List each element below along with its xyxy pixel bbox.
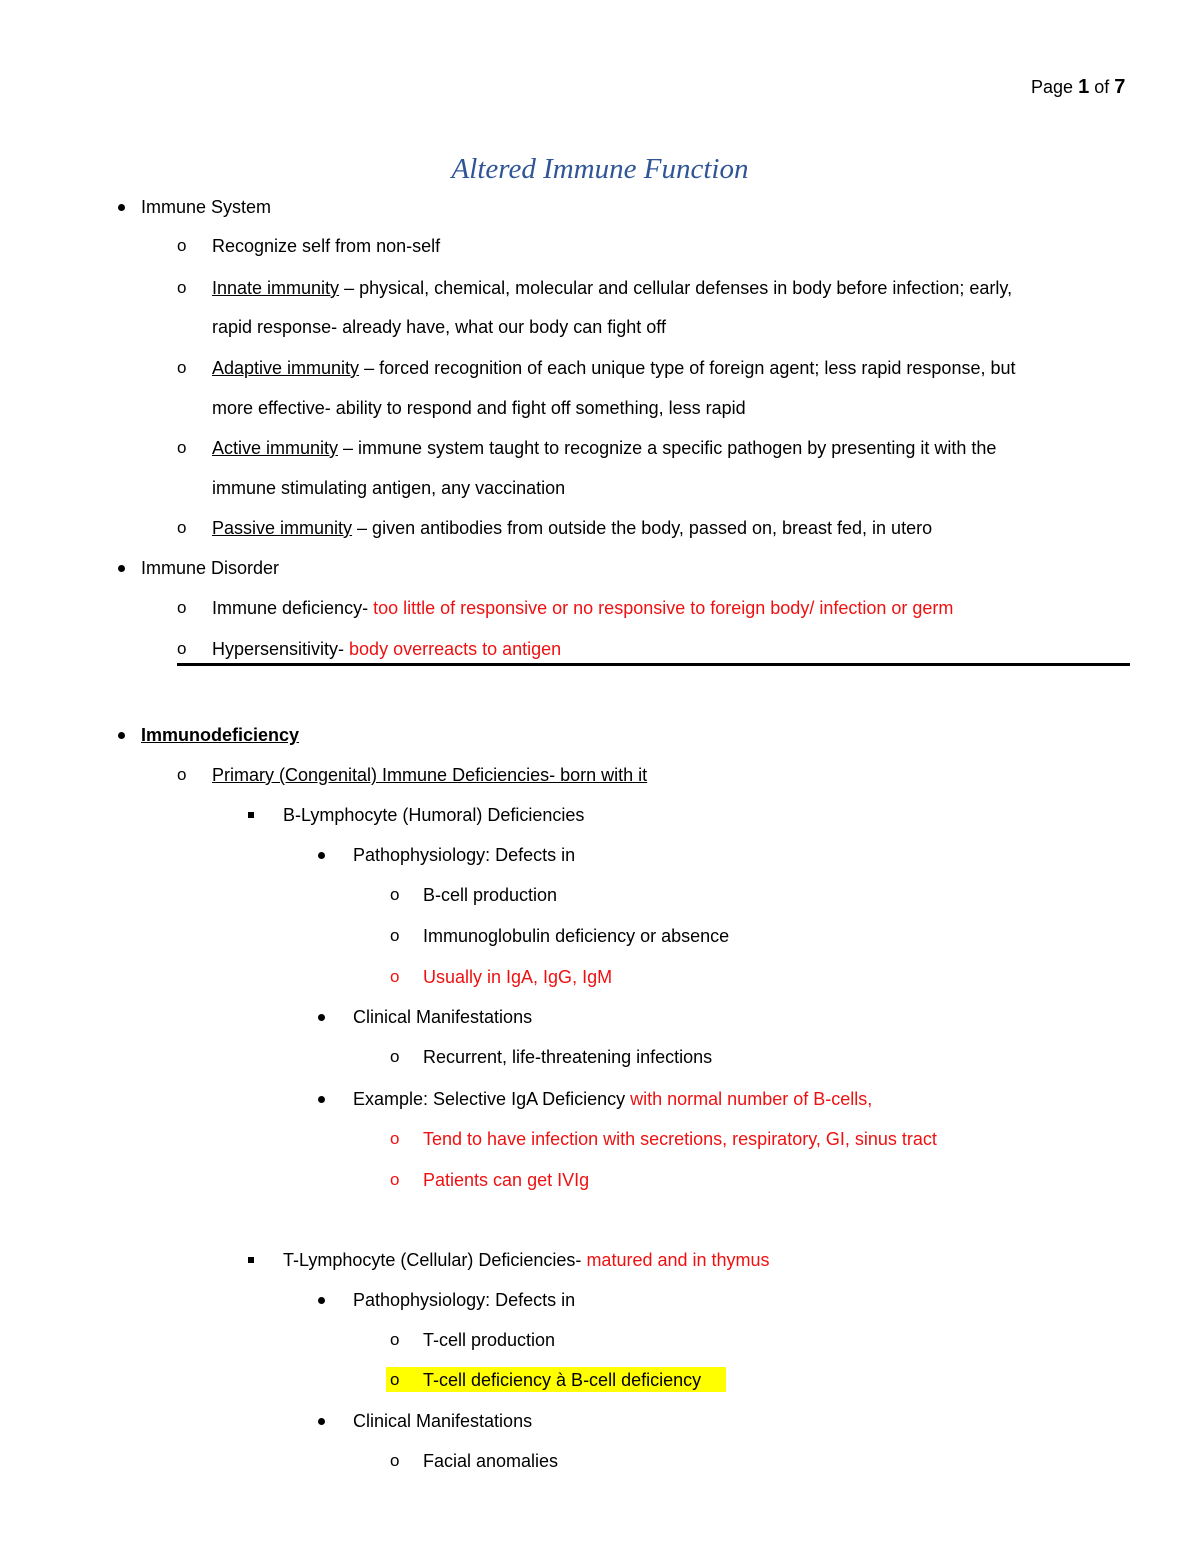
section-heading: Immune System	[141, 197, 272, 217]
list-item: Pathophysiology: Defects in	[353, 1290, 576, 1310]
list-item: Facial anomalies	[423, 1451, 559, 1471]
definition: – forced recognition of each unique type of foreign agent; less rapid response, but	[359, 358, 1016, 378]
circle-bullet-icon: o	[390, 1129, 400, 1148]
circle-bullet-icon: o	[390, 1047, 400, 1066]
circle-bullet-icon: o	[390, 1370, 400, 1389]
circle-bullet-icon: o	[177, 278, 187, 297]
list-item: Tend to have infection with secretions, respiratory, GI, sinus tract	[423, 1129, 937, 1149]
circle-bullet-icon: o	[390, 885, 400, 904]
list-item-highlighted: T-cell deficiency à B-cell deficiency	[423, 1370, 702, 1390]
list-item: T-cell production	[423, 1330, 556, 1350]
circle-bullet-icon: o	[390, 967, 400, 986]
list-item-continued: rapid response- already have, what our body can fight off	[212, 317, 666, 337]
list-item	[212, 277, 1012, 299]
circle-bullet-icon: o	[390, 926, 400, 945]
document-title: Altered Immune Function	[451, 153, 749, 185]
square-bullet-icon	[248, 1257, 254, 1263]
list-item: Immunoglobulin deficiency or absence	[423, 926, 730, 946]
bullet-disc-icon	[118, 565, 125, 572]
bullet-disc-icon	[118, 732, 125, 739]
definition: – physical, chemical, molecular and cellular defenses in body before infection; early,	[339, 278, 1013, 298]
circle-bullet-icon: o	[390, 1451, 400, 1470]
note: body overreacts to antigen	[349, 639, 562, 659]
list-item	[212, 638, 561, 660]
circle-bullet-icon: o	[177, 639, 187, 658]
list-item: Recurrent, life-threatening infections	[423, 1047, 713, 1067]
list-item: Patients can get IVIg	[423, 1170, 590, 1190]
bullet-disc-icon	[318, 1096, 325, 1103]
page-of: of	[1094, 77, 1110, 97]
list-item: Usually in IgA, IgG, IgM	[423, 967, 613, 987]
list-item: Pathophysiology: Defects in	[353, 845, 576, 865]
list-item-continued: more effective- ability to respond and fight off something, less rapid	[212, 398, 746, 418]
horizontal-rule	[177, 663, 1130, 666]
label: Hypersensitivity-	[212, 639, 350, 659]
term: Passive immunity	[212, 518, 353, 538]
list-item: Clinical Manifestations	[353, 1411, 533, 1431]
label: Immune deficiency-	[212, 598, 374, 618]
circle-bullet-icon: o	[177, 236, 187, 255]
example-label: Example: Selective IgA Deficiency	[353, 1089, 631, 1109]
section-heading: Immune Disorder	[141, 558, 280, 578]
circle-bullet-icon: o	[177, 438, 187, 457]
list-item	[212, 357, 1016, 379]
topic-heading: B-Lymphocyte (Humoral) Deficiencies	[283, 805, 585, 825]
list-item	[212, 597, 953, 619]
circle-bullet-icon: o	[177, 358, 187, 377]
topic-label: T-Lymphocyte (Cellular) Deficiencies-	[283, 1250, 587, 1270]
term: Active immunity	[212, 438, 339, 458]
term: Innate immunity	[212, 278, 340, 298]
bullet-disc-icon	[318, 1418, 325, 1425]
bullet-disc-icon	[318, 1014, 325, 1021]
list-item	[353, 1088, 872, 1110]
bullet-disc-icon	[318, 1297, 325, 1304]
list-item: B-cell production	[423, 885, 558, 905]
circle-bullet-icon: o	[177, 598, 187, 617]
topic-heading	[283, 1249, 770, 1271]
bullet-disc-icon	[318, 852, 325, 859]
circle-bullet-icon: o	[390, 1170, 400, 1189]
list-item: Recognize self from non-self	[212, 236, 441, 256]
page-number	[1031, 76, 1125, 98]
page-current: 1	[1078, 76, 1090, 98]
definition: – given antibodies from outside the body, passed on, breast fed, in utero	[352, 518, 933, 538]
page-total: 7	[1114, 76, 1126, 98]
note: too little of responsive or no responsive to foreign body/ infection or germ	[373, 598, 954, 618]
definition: – immune system taught to recognize a specific pathogen by presenting it with the	[338, 438, 997, 458]
section-heading: Immunodeficiency	[141, 725, 300, 745]
circle-bullet-icon: o	[390, 1330, 400, 1349]
square-bullet-icon	[248, 812, 254, 818]
bullet-disc-icon	[118, 204, 125, 211]
list-item	[212, 437, 996, 459]
term: Adaptive immunity	[212, 358, 360, 378]
note: matured and in thymus	[586, 1250, 770, 1270]
list-item: Clinical Manifestations	[353, 1007, 533, 1027]
note: with normal number of B-cells,	[630, 1089, 873, 1109]
list-item-continued: immune stimulating antigen, any vaccination	[212, 478, 566, 498]
list-item	[212, 517, 932, 539]
subsection-heading: Primary (Congenital) Immune Deficiencies- born with it	[212, 765, 648, 785]
circle-bullet-icon: o	[177, 518, 187, 537]
page-word: Page	[1031, 77, 1074, 97]
circle-bullet-icon: o	[177, 765, 187, 784]
